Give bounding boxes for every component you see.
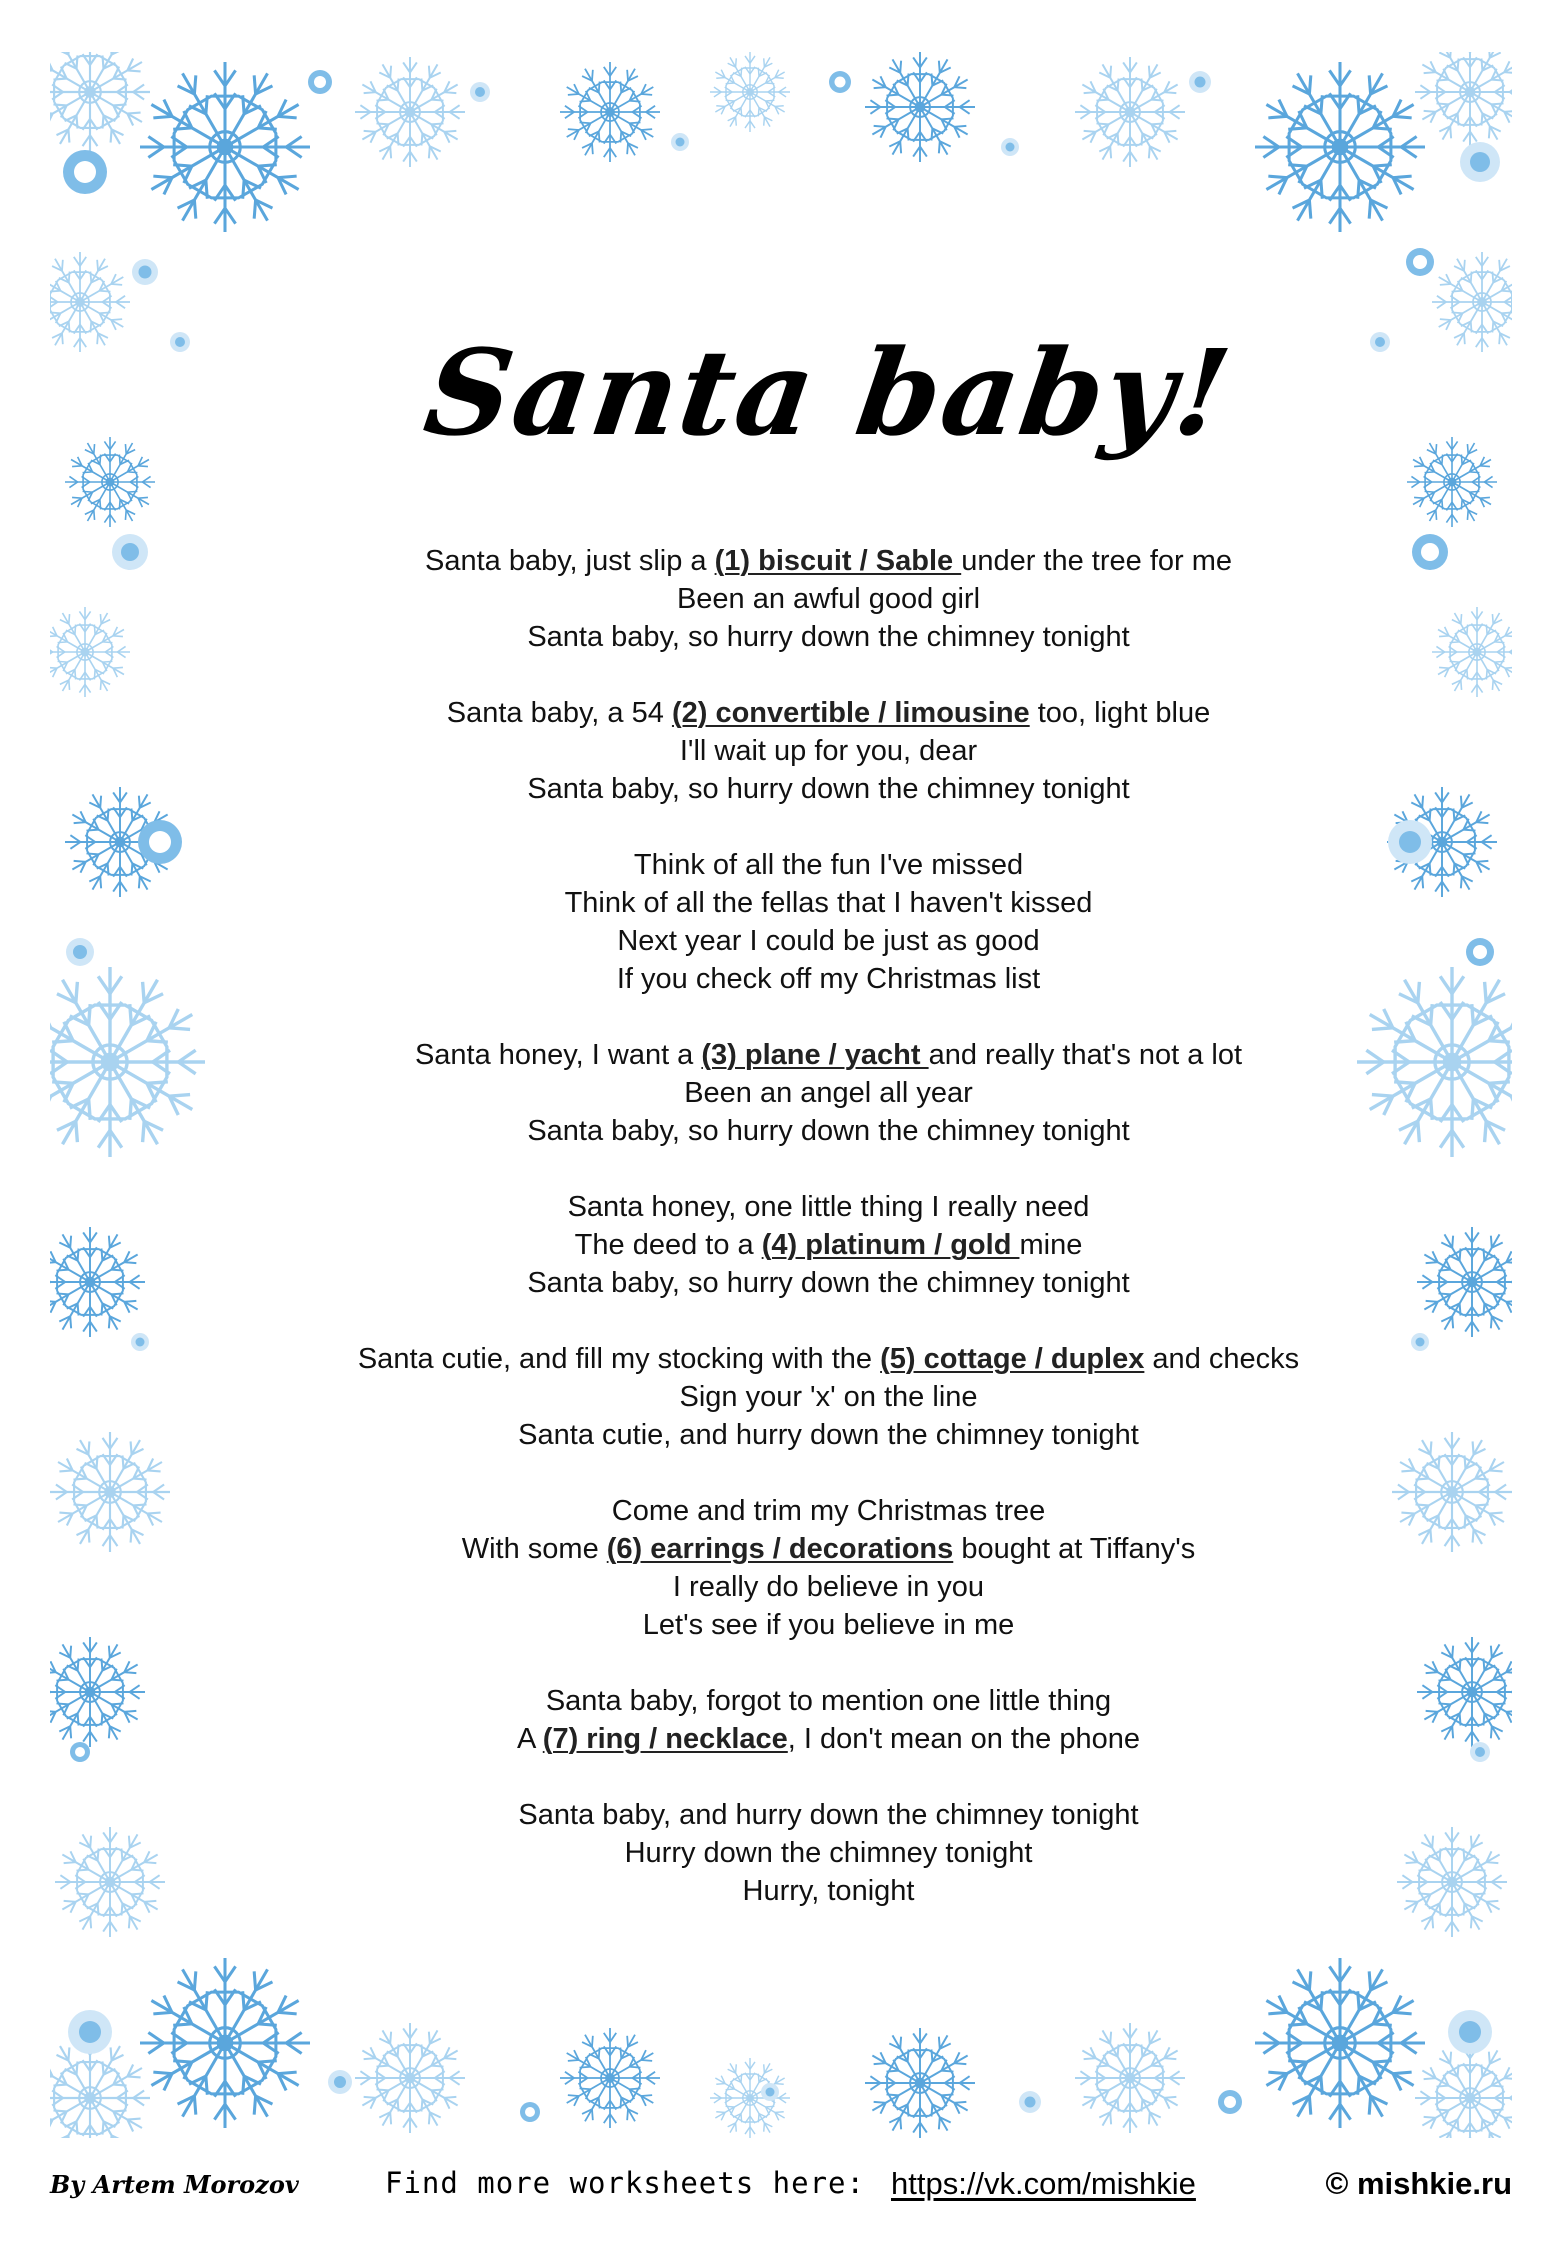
lyric-text: Been an awful good girl	[676, 582, 981, 615]
stanza	[240, 694, 1417, 808]
snowflake-icon	[140, 1958, 310, 2128]
snowflake-icon	[50, 1637, 145, 1747]
snow-dot	[1421, 543, 1439, 561]
stanza	[240, 542, 1417, 656]
lyric-text: under the tree for me	[961, 544, 1233, 577]
lyric-text: Santa honey, one little thing I really need	[567, 1190, 1090, 1223]
snow-dot	[73, 945, 87, 959]
lyric-line	[240, 618, 1417, 656]
lyric-line	[240, 1796, 1417, 1834]
worksheet-content	[240, 322, 1417, 1948]
snow-dot	[79, 2021, 101, 2043]
lyric-line	[240, 1264, 1417, 1302]
snowflake-icon	[355, 57, 465, 167]
lyric-text: Think of all the fellas that I haven't kissed	[564, 886, 1093, 919]
lyric-text: If you check off my Christmas list	[616, 962, 1041, 995]
snow-dot	[1473, 945, 1487, 959]
lyric-text: Santa honey, I want a	[414, 1038, 702, 1071]
lyric-line	[240, 1606, 1417, 1644]
lyric-text: Santa baby, just slip a	[424, 544, 715, 577]
snowflake-icon	[50, 1432, 170, 1552]
lyric-line	[240, 1036, 1417, 1074]
answer-choice: (5) cottage / duplex	[880, 1342, 1145, 1375]
snowflake-icon	[50, 2038, 150, 2138]
snowflake-icon	[1415, 2043, 1512, 2138]
answer-choice: (6) earrings / decorations	[606, 1532, 954, 1565]
lyric-line	[240, 770, 1417, 808]
lyric-text: Santa baby, forgot to mention one little thing	[545, 1684, 1112, 1717]
lyric-line	[240, 1378, 1417, 1416]
snowflake-icon	[865, 2028, 975, 2138]
lyric-text: Santa baby, a 54	[446, 696, 672, 729]
lyric-line	[240, 1834, 1417, 1872]
stanza	[240, 1682, 1417, 1758]
snowflake-icon	[1432, 252, 1512, 352]
lyric-line	[240, 960, 1417, 998]
snow-dot	[525, 2107, 535, 2117]
snow-dot	[1413, 255, 1427, 269]
snow-dot	[835, 77, 846, 88]
snow-dot	[1224, 2096, 1236, 2108]
snow-dot	[75, 1747, 85, 1757]
lyric-text: Santa cutie, and fill my stocking with the	[357, 1342, 881, 1375]
lyric-line	[240, 542, 1417, 580]
snowflake-icon	[710, 2058, 790, 2138]
copyright-label: © mishkie.ru	[1325, 2166, 1512, 2201]
lyric-line	[240, 694, 1417, 732]
snowflake-icon	[560, 62, 660, 162]
stanza	[240, 1188, 1417, 1302]
snowflake-icon	[1407, 437, 1497, 527]
snowflake-icon	[50, 252, 130, 352]
find-more-text: Find more worksheets here:	[385, 2166, 865, 2200]
answer-choice: (3) plane / yacht	[701, 1038, 929, 1071]
lyric-text: With some	[461, 1532, 607, 1565]
snowflake-icon	[140, 62, 310, 232]
lyric-text: Santa baby, so hurry down the chimney tonight	[527, 1266, 1130, 1299]
snow-dot	[766, 2088, 775, 2097]
snowflake-icon	[1432, 607, 1512, 697]
lyric-text: Think of all the fun I've missed	[633, 848, 1024, 881]
snowflake-icon	[355, 2023, 465, 2133]
page-title: Santa baby!	[417, 323, 1240, 462]
lyric-line	[240, 1416, 1417, 1454]
snowflake-icon	[50, 607, 130, 697]
lyric-line	[240, 884, 1417, 922]
lyric-line	[240, 580, 1417, 618]
lyric-line	[240, 1226, 1417, 1264]
author-credit: By Artem Morozov	[50, 2170, 299, 2199]
lyric-line	[240, 1530, 1417, 1568]
stanza	[240, 1796, 1417, 1910]
snowflake-icon	[1417, 1227, 1512, 1337]
snowflake-icon	[865, 52, 975, 162]
snowflake-icon	[50, 967, 205, 1157]
stanza	[240, 1340, 1417, 1454]
lyric-text: Santa baby, so hurry down the chimney tonight	[527, 1114, 1130, 1147]
lyric-text: I really do believe in you	[672, 1570, 985, 1603]
snow-dot	[314, 76, 326, 88]
lyric-line	[240, 846, 1417, 884]
snowflake-icon	[1075, 57, 1185, 167]
lyric-line	[240, 1682, 1417, 1720]
lyric-line	[240, 1340, 1417, 1378]
snow-dot	[475, 87, 485, 97]
snow-dot	[676, 138, 685, 147]
lyric-line	[240, 922, 1417, 960]
snow-dot	[139, 266, 152, 279]
lyric-text: Let's see if you believe in me	[642, 1608, 1015, 1641]
snowflake-icon	[1255, 1958, 1425, 2128]
lyric-line	[240, 1074, 1417, 1112]
snowflake-icon	[50, 52, 150, 152]
lyric-text: Next year I could be just as good	[617, 924, 1040, 957]
snowflake-icon	[1415, 52, 1512, 147]
snow-dot	[1025, 2097, 1036, 2108]
footer	[50, 2162, 1512, 2212]
lyric-line	[240, 1112, 1417, 1150]
snowflake-icon	[1417, 1637, 1512, 1747]
stanza	[240, 1492, 1417, 1644]
lyric-text: Santa cutie, and hurry down the chimney tonight	[518, 1418, 1139, 1451]
lyric-text: Come and trim my Christmas tree	[611, 1494, 1046, 1527]
lyrics	[240, 542, 1417, 1910]
snowflake-icon	[560, 2028, 660, 2128]
lyric-text: and checks	[1144, 1342, 1300, 1375]
lyric-line	[240, 732, 1417, 770]
snow-dot	[1470, 152, 1490, 172]
snow-dot	[334, 2076, 346, 2088]
snowflake-icon	[65, 437, 155, 527]
lyric-line	[240, 1492, 1417, 1530]
lyric-text: and really that's not a lot	[928, 1038, 1243, 1071]
answer-choice: (2) convertible / limousine	[671, 696, 1030, 729]
lyric-text: I'll wait up for you, dear	[679, 734, 978, 767]
lyric-line	[240, 1720, 1417, 1758]
snow-dot	[1475, 1747, 1485, 1757]
lyric-text: Santa baby, and hurry down the chimney tonight	[518, 1798, 1139, 1831]
lyric-line	[240, 1568, 1417, 1606]
lyric-text: Santa baby, so hurry down the chimney tonight	[527, 620, 1130, 653]
worksheets-link[interactable]: https://vk.com/mishkie	[891, 2166, 1196, 2201]
lyric-text: Hurry, tonight	[742, 1874, 915, 1907]
lyric-text: , I don't mean on the phone	[787, 1722, 1140, 1755]
snow-dot	[149, 831, 171, 853]
lyric-text: Sign your 'x' on the line	[679, 1380, 978, 1413]
lyric-text: mine	[1019, 1228, 1083, 1261]
lyric-text: Santa baby, so hurry down the chimney tonight	[527, 772, 1130, 805]
stanza	[240, 1036, 1417, 1150]
snow-dot	[136, 1338, 145, 1347]
lyric-text: The deed to a	[574, 1228, 762, 1261]
snow-dot	[175, 337, 185, 347]
answer-choice: (7) ring / necklace	[542, 1722, 788, 1755]
snow-dot	[1195, 77, 1206, 88]
snowflake-icon	[710, 52, 790, 132]
snow-dot	[1006, 143, 1015, 152]
stanza	[240, 846, 1417, 998]
snowflake-icon	[50, 1227, 145, 1337]
lyric-text: too, light blue	[1029, 696, 1211, 729]
lyric-line	[240, 1872, 1417, 1910]
answer-choice: (1) biscuit / Sable	[714, 544, 962, 577]
snow-dot	[121, 543, 139, 561]
snowflake-icon	[1255, 62, 1425, 232]
lyric-line	[240, 1188, 1417, 1226]
snow-dot	[74, 161, 96, 183]
lyric-text: bought at Tiffany's	[953, 1532, 1196, 1565]
answer-choice: (4) platinum / gold	[761, 1228, 1020, 1261]
snowflake-icon	[1075, 2023, 1185, 2133]
lyric-text: Been an angel all year	[684, 1076, 973, 1109]
snowflake-icon	[55, 1827, 165, 1937]
lyric-text: A	[516, 1722, 543, 1755]
snow-dot	[1459, 2021, 1481, 2043]
snowflake-frame	[50, 52, 1512, 2138]
lyric-text: Hurry down the chimney tonight	[624, 1836, 1033, 1869]
